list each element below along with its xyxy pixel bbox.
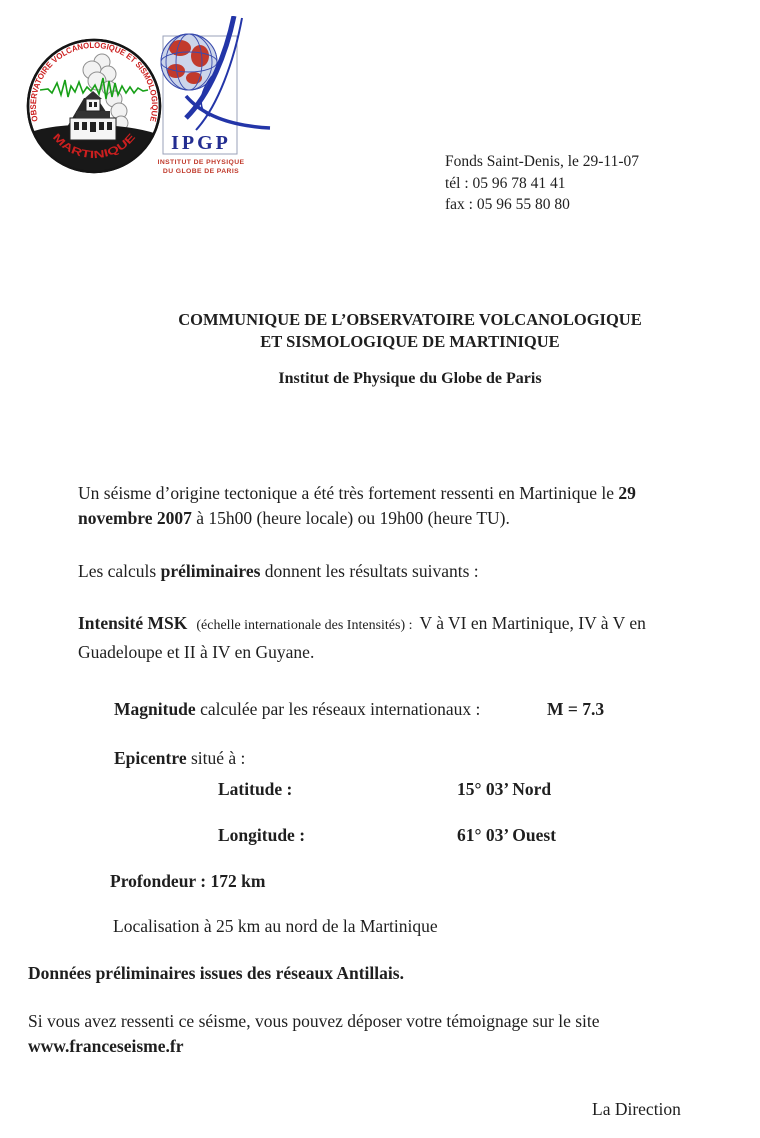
latitude-value: 15° 03’ Nord: [457, 779, 552, 799]
ipgp-subtitle-line1: INSTITUT DE PHYSIQUE: [158, 159, 245, 166]
ipgp-logo: [158, 16, 273, 180]
title-line1: COMMUNIQUE DE L’OBSERVATOIRE VOLCANOLOGIQUE: [178, 310, 642, 329]
intensite-text2: Guadeloupe et II à IV en Guyane.: [78, 642, 315, 662]
localisation-row: Localisation à 25 km au nord de la Martinique: [113, 916, 438, 936]
paragraph-intensite: [78, 610, 646, 666]
ovsm-logo-graphic: [24, 36, 164, 177]
intensite-text1: V à VI en Martinique, IV à V en: [419, 613, 646, 633]
latitude-row: [218, 779, 678, 800]
fax-line: fax : 05 96 55 80 80: [445, 196, 570, 213]
website-text: www.franceseisme.fr: [28, 1036, 184, 1056]
longitude-label: Longitude :: [218, 825, 306, 845]
p1-date-bold2: novembre 2007: [78, 508, 192, 528]
ipgp-acronym: IPGP: [171, 132, 231, 154]
signature: La Direction: [592, 1099, 681, 1119]
title-subtitle: Institut de Physique du Globe de Paris: [278, 370, 542, 387]
p1-text2: à 15h00 (heure locale) ou 19h00 (heure TU).: [191, 508, 510, 528]
paragraph-calculs: [78, 561, 479, 582]
magnitude-label: Magnitude: [114, 699, 196, 719]
longitude-row: [218, 825, 678, 846]
intensite-scale-note: (échelle internationale des Intensités) :: [196, 618, 413, 633]
ipgp-logo-graphic: [158, 16, 273, 180]
p2-text: Les calculs: [78, 561, 161, 581]
epicentre-label: Epicentre: [114, 748, 187, 768]
intensite-line1: [78, 610, 646, 639]
p1-text: Un séisme d’origine tectonique a été très fortement ressenti en Martinique le: [78, 483, 619, 503]
date-line: Fonds Saint-Denis, le 29-11-07: [445, 153, 640, 170]
paragraph-seisme-line2: [78, 506, 636, 531]
ovsm-arc-title-text: OBSERVATOIRE VOLCANOLOGIQUE ET SISMOLOGIQUE: [28, 40, 160, 123]
ipgp-subtitle-line2: DU GLOBE DE PARIS: [162, 168, 240, 175]
paragraph-seisme-line1: [78, 481, 636, 506]
p2-bold: préliminaires: [160, 561, 261, 581]
intensite-line2: [78, 639, 646, 666]
ovsm-logo: [24, 36, 164, 177]
phone-line: tél : 05 96 78 41 41: [445, 174, 566, 192]
magnitude-text: calculée par les réseaux internationaux :: [195, 699, 481, 719]
epicentre-row: [114, 748, 245, 769]
document-title: [60, 309, 760, 390]
magnitude-value: M = 7.3: [547, 699, 605, 719]
intensite-label: Intensité MSK: [78, 613, 188, 633]
temoignage-paragraph: [28, 1009, 600, 1059]
p1-date-bold: 29: [618, 483, 636, 503]
magnitude-row: [114, 699, 714, 720]
donnees-statement: Données préliminaires issues des réseaux Antillais.: [28, 963, 404, 983]
paragraph-seisme: [78, 481, 636, 531]
longitude-value: 61° 03’ Ouest: [457, 825, 557, 845]
letterhead-address: [445, 151, 639, 216]
temoignage-line1: Si vous avez ressenti ce séisme, vous pouvez déposer votre témoignage sur le site: [28, 1011, 600, 1031]
ovsm-bottom-title-text: MARTINIQUE: [50, 131, 136, 162]
p2-text2: donnent les résultats suivants :: [260, 561, 479, 581]
latitude-label: Latitude :: [218, 779, 293, 799]
epicentre-text: situé à :: [186, 748, 246, 768]
title-line2: ET SISMOLOGIQUE DE MARTINIQUE: [260, 332, 560, 351]
profondeur-row: Profondeur : 172 km: [110, 871, 266, 891]
